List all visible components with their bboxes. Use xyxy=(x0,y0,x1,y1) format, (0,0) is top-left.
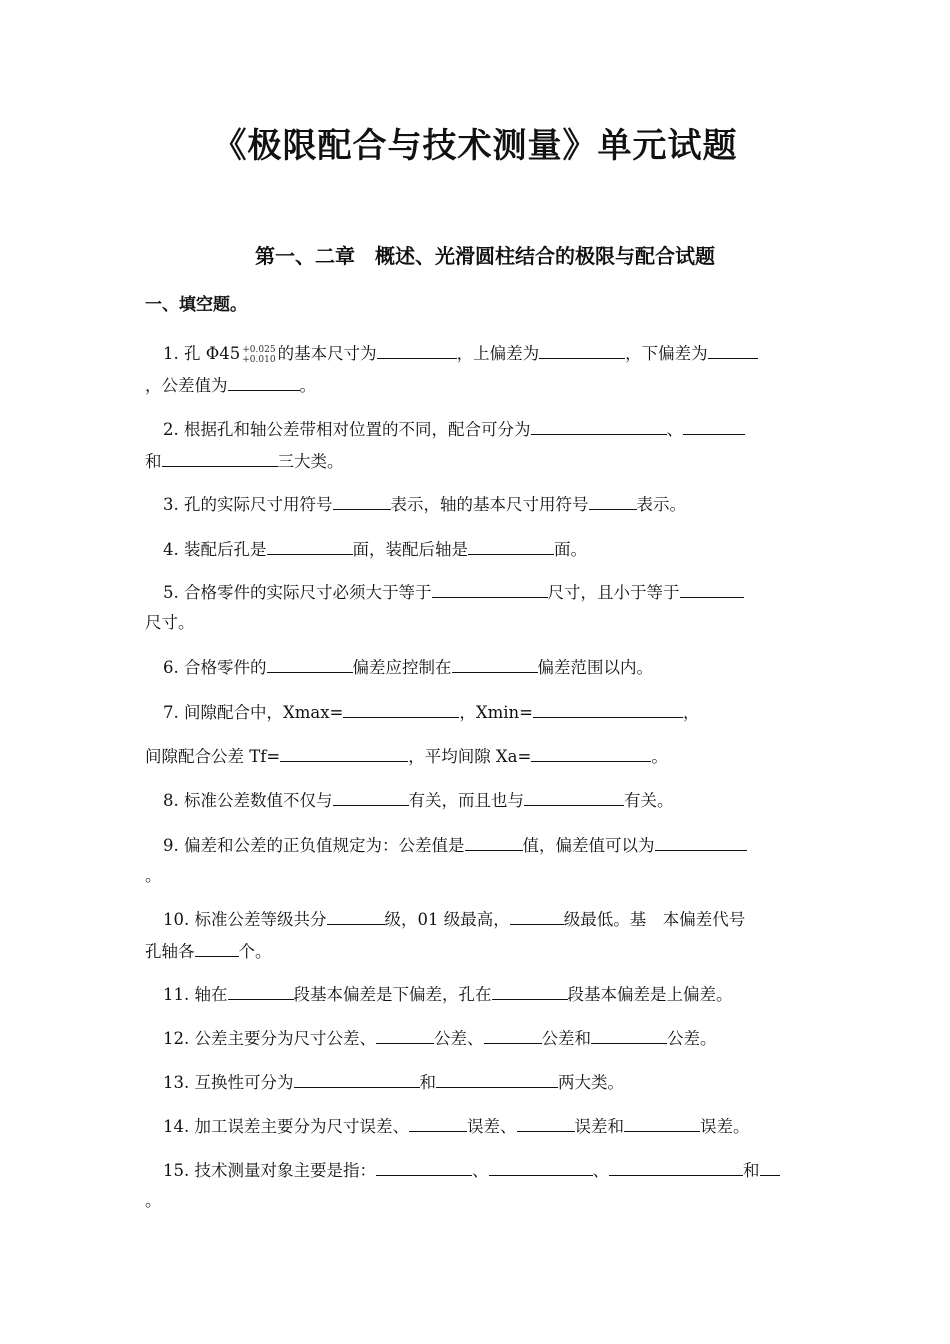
blank[interactable] xyxy=(377,340,457,359)
blank[interactable] xyxy=(492,981,568,1000)
blank[interactable] xyxy=(609,1157,743,1176)
blank[interactable] xyxy=(591,1025,667,1044)
blank[interactable] xyxy=(376,1025,434,1044)
section-heading: 一、填空题。 xyxy=(145,295,247,315)
blank[interactable] xyxy=(280,743,408,762)
blank[interactable] xyxy=(452,654,538,673)
blank[interactable] xyxy=(624,1113,700,1132)
blank[interactable] xyxy=(484,1025,542,1044)
question-15-line-2: 。 xyxy=(145,1191,162,1210)
blank[interactable] xyxy=(760,1157,780,1176)
blank[interactable] xyxy=(655,832,747,851)
blank[interactable] xyxy=(228,981,294,1000)
chapter-subtitle: 第一、二章 概述、光滑圆柱结合的极限与配合试题 xyxy=(255,244,715,268)
blank[interactable] xyxy=(294,1069,420,1088)
question-5-line-2: 尺寸。 xyxy=(145,613,195,632)
blank[interactable] xyxy=(343,699,459,718)
question-14: 14. 加工误差主要分为尺寸误差、 误差、 误差和 误差。 xyxy=(145,1113,828,1139)
blank[interactable] xyxy=(531,416,667,435)
blank[interactable] xyxy=(524,787,624,806)
question-1-line-1: 1. 孔 Φ45 +0.025 +0.010 的基本尺寸为 ，上偏差为 ，下偏差为 xyxy=(145,340,828,366)
question-3: 3. 孔的实际尺寸用符号 表示，轴的基本尺寸用符号 表示。 xyxy=(145,491,828,517)
page-title: 《极限配合与技术测量》单元试题 xyxy=(212,126,738,166)
question-7-line-1: 7. 间隙配合中，Xmax= ，Xmin= ， xyxy=(145,699,828,725)
blank[interactable] xyxy=(510,906,564,925)
blank[interactable] xyxy=(708,340,758,359)
question-1-line-2: ，公差值为 。 xyxy=(145,372,810,398)
blank[interactable] xyxy=(517,1113,575,1132)
question-5-line-1: 5. 合格零件的实际尺寸必须大于等于 尺寸，且小于等于 xyxy=(145,579,828,605)
question-10-line-2: 孔轴各 个。 xyxy=(145,938,810,964)
question-2-line-1: 2. 根据孔和轴公差带相对位置的不同，配合可分为 、 xyxy=(145,416,828,442)
blank[interactable] xyxy=(376,1157,472,1176)
blank[interactable] xyxy=(267,536,353,555)
question-9-line-1: 9. 偏差和公差的正负值规定为：公差值是 值，偏差值可以为 xyxy=(145,832,828,858)
blank[interactable] xyxy=(489,1157,593,1176)
question-15-line-1: 15. 技术测量对象主要是指： 、 、 和 xyxy=(145,1157,828,1183)
blank[interactable] xyxy=(468,536,554,555)
question-2-line-2: 和 三大类。 xyxy=(145,448,810,474)
blank[interactable] xyxy=(539,340,625,359)
question-13: 13. 互换性可分为 和 两大类。 xyxy=(145,1069,828,1095)
blank[interactable] xyxy=(333,491,391,510)
blank[interactable] xyxy=(327,906,385,925)
blank[interactable] xyxy=(533,699,683,718)
blank[interactable] xyxy=(228,372,300,391)
question-6: 6. 合格零件的 偏差应控制在 偏差范围以内。 xyxy=(145,654,828,680)
blank[interactable] xyxy=(465,832,523,851)
question-11: 11. 轴在 段基本偏差是下偏差，孔在 段基本偏差是上偏差。 xyxy=(145,981,828,1007)
question-7-line-2: 间隙配合公差 Tf= ，平均间隙 Xa= 。 xyxy=(145,743,810,769)
question-4: 4. 装配后孔是 面，装配后轴是 面。 xyxy=(145,536,828,562)
blank[interactable] xyxy=(333,787,409,806)
blank[interactable] xyxy=(683,416,745,435)
blank[interactable] xyxy=(589,491,637,510)
blank[interactable] xyxy=(436,1069,558,1088)
blank[interactable] xyxy=(531,743,651,762)
blank[interactable] xyxy=(432,579,548,598)
blank[interactable] xyxy=(162,448,278,467)
blank[interactable] xyxy=(409,1113,467,1132)
question-10-line-1: 10. 标准公差等级共分 级，01 级最高， 级最低。基 本偏差代号 xyxy=(145,906,828,932)
blank[interactable] xyxy=(267,654,353,673)
question-12: 12. 公差主要分为尺寸公差、 公差、 公差和 公差。 xyxy=(145,1025,828,1051)
question-8: 8. 标准公差数值不仅与 有关，而且也与 有关。 xyxy=(145,787,828,813)
blank[interactable] xyxy=(195,938,239,957)
question-9-line-2: 。 xyxy=(145,866,162,885)
tolerance-annotation: +0.025 +0.010 xyxy=(242,344,276,365)
blank[interactable] xyxy=(680,579,744,598)
